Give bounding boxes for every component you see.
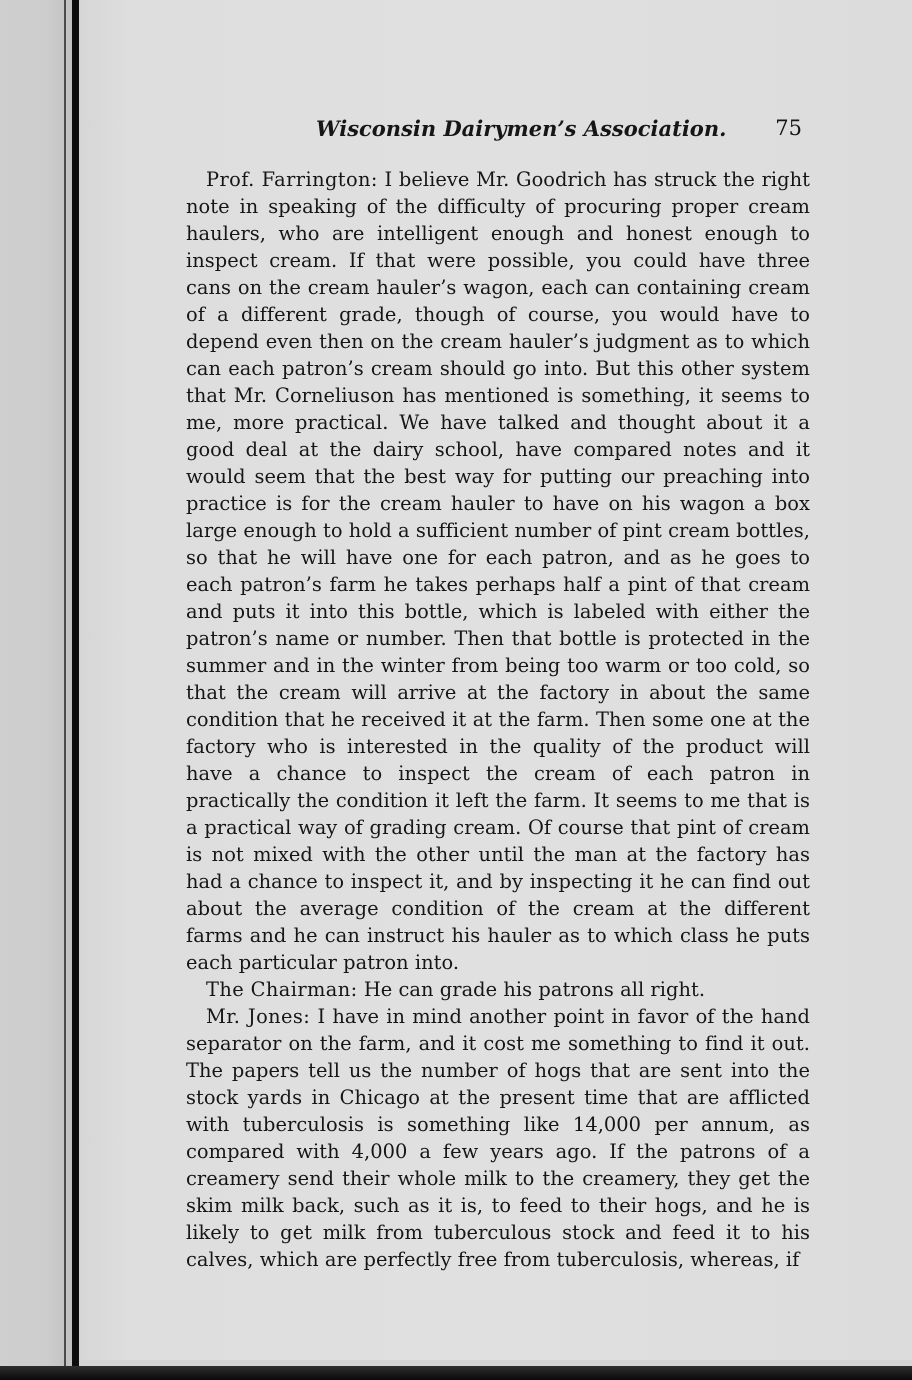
speaker-name: Prof. Farrington: <box>206 168 378 191</box>
page-number: 75 <box>775 116 802 140</box>
paragraph <box>186 976 810 1003</box>
running-head: Wisconsin Dairymen’s Association. <box>316 116 727 141</box>
speaker-name: Mr. Jones: <box>206 1005 311 1028</box>
paragraph <box>186 166 810 976</box>
bottom-edge <box>0 1366 912 1380</box>
paragraph-text: I have in mind another point in favor of the hand separator on the farm, and it cost me something to find it out. The papers tell us the number of hogs that are sent into the stock yards in Chicago at the present time that are afflicted with tuberculosis is something like 14,000 per annum, as compared with 4,000 a few years ago. If the patrons of a creamery send their whole milk to the creamery, they get the skim milk back, such as it is, to feed to their hogs, and he is likely to get milk from tuberculous stock and feed it to his calves, which are perfectly free from tuberculosis, whereas, if <box>186 1005 811 1271</box>
binding-shadow <box>64 0 66 1380</box>
book-binding <box>72 0 79 1380</box>
speaker-name: The Chairman: <box>206 978 358 1001</box>
left-margin <box>0 0 78 1380</box>
paragraph-text: I believe Mr. Goodrich has struck the right note in speaking of the difficulty of procuring proper cream haulers, who are intelligent enough and honest enough to inspect cream. If that were possible, you could have three cans on the cream hauler’s wagon, each can containing cream of a different grade, though of course, you would have to depend even then on the cream hauler’s judgment as to which can each patron’s cream should go into. But this other system that Mr. Corneliuson has mentioned is something, it seems to me, more practical. We have talked and thought about it a good deal at the dairy school, have compared notes and it would seem that the best way for putting our preaching into practice is for the cream hauler to have on his wagon a box large enough to hold a sufficient number of pint cream bottles, so that he will have one for each patron, and as he goes to each patron’s farm he takes perhaps half a pint of that cream and puts it into this bottle, which is labeled with either the patron’s name or number. Then that bottle is protected in the summer and in the winter from being too warm or too cold, so that the cream will arrive at the factory in about the same condition that he received it at the farm. Then some one at the factory who is interested in the quality of the product will have a chance to inspect the cream of each patron in practically the condition it left the farm. It seems to me that is a practical way of grading cream. Of course that pint of cream is not mixed with the other until the man at the factory has had a chance to inspect it, and by inspecting it he can find out about the average condition of the cream at the different farms and he can instruct his hauler as to which class he puts each particular patron into. <box>186 168 810 974</box>
body-text <box>186 166 810 1273</box>
paragraph <box>186 1003 810 1273</box>
page-header <box>186 116 806 146</box>
paragraph-text: He can grade his patrons all right. <box>363 978 706 1001</box>
